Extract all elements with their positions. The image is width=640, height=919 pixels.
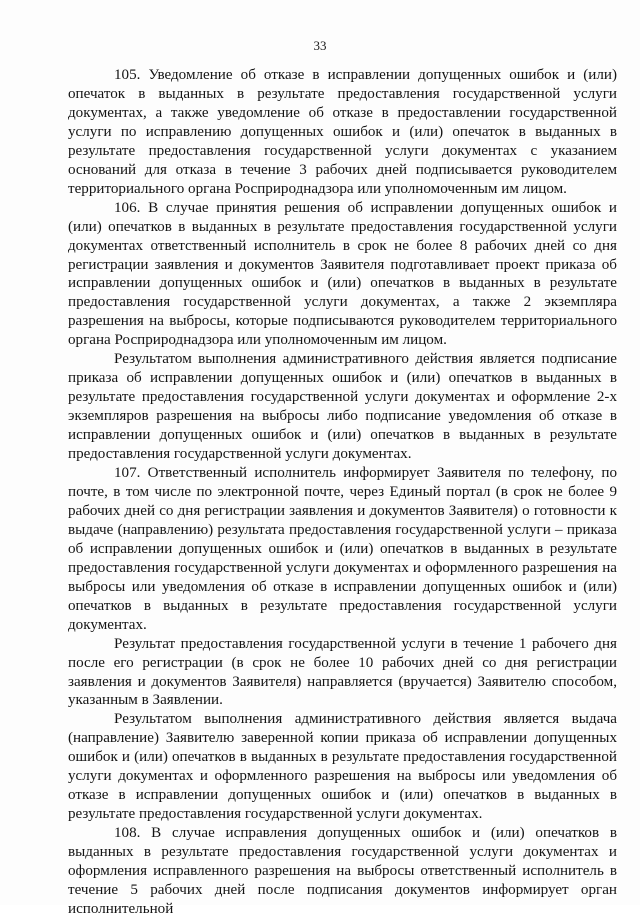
paragraph-107: 107. Ответственный исполнитель информирует Заявителя по телефону, по почте, в том числе по электронной почте, через Единый портал (в срок не более 9 рабочих дней со дня регистрации заявления и документов Заявителя) о готовности к выдаче (направлению) результата предоставления государственной услуги – приказа об исправлении допущенных ошибок и (или) опечатков в выданных в результате предоставления государственной услуги документах и оформленного разрешения на выбросы или уведомления об отказе в исправлении допущенных ошибок и (или) опечатков в выданных в результате предоставления государственной услуги документах. <box>68 465 617 633</box>
paragraph-107-result-action: Результатом выполнения административного действия является выдача (направление) Заявителю заверенной копии приказа об исправлении допущенных ошибок и (или) опечатков в выданных в результате предоставления государственной услуги документах и оформленного разрешения на выбросы или уведомления об отказе в исправлении допущенных ошибок и (или) опечатков в выданных в результате предоставления государственной услуги документах. <box>68 711 617 823</box>
paragraph-106: 106. В случае принятия решения об исправлении допущенных ошибок и (или) опечатков в выданных в результате предоставления государственной услуги документах ответственный исполнитель в срок не более 8 рабочих дней со дня регистрации заявления и документов Заявителя подготавливает проект приказа об исправлении допущенных ошибок и (или) опечатков в выданных в результате предоставления государственной услуги документах, а также 2 экземпляра разрешения на выбросы, которые подписываются руководителем территориального органа Росприроднадзора или уполномоченным им лицом. <box>68 199 617 349</box>
paragraph-108: 108. В случае исправления допущенных ошибок и (или) опечатков в выданных в результате предоставления государственной услуги документах и оформления исправленного разрешения на выбросы ответственный исполнитель в течение 5 рабочих дней после подписания документов информирует орган исполнительной <box>68 825 617 917</box>
page-number: 33 <box>313 38 327 53</box>
paragraph-106-result: Результатом выполнения административного действия является подписание приказа об исправлении допущенных ошибок и (или) опечатков в выданных в результате предоставления государственной услуги документах и оформление 2-х экземпляров разрешения на выбросы либо подписание уведомления об отказе в исправлении допущенных ошибок и (или) опечатков в выданных в результате предоставления государственной услуги документах. <box>68 351 617 463</box>
paragraph-107-result-delivery: Результат предоставления государственной услуги в течение 1 рабочего дня после его регистрации (в срок не более 10 рабочих дней со дня регистрации заявления и документов Заявителя) направляется (вручается) Заявителю способом, указанным в Заявлении. <box>68 635 617 709</box>
paragraph-105: 105. Уведомление об отказе в исправлении допущенных ошибок и (или) опечаток в выданных в результате предоставления государственной услуги документах, а также уведомление об отказе в предоставлении государственной услуги по исправлению допущенных ошибок и (или) опечаток в выданных в результате предоставления государственной услуги документах с указанием оснований для отказа в течение 3 рабочих дней подписывается руководителем территориального органа Росприроднадзора или уполномоченным им лицом. <box>68 67 617 197</box>
document-body <box>68 66 617 919</box>
